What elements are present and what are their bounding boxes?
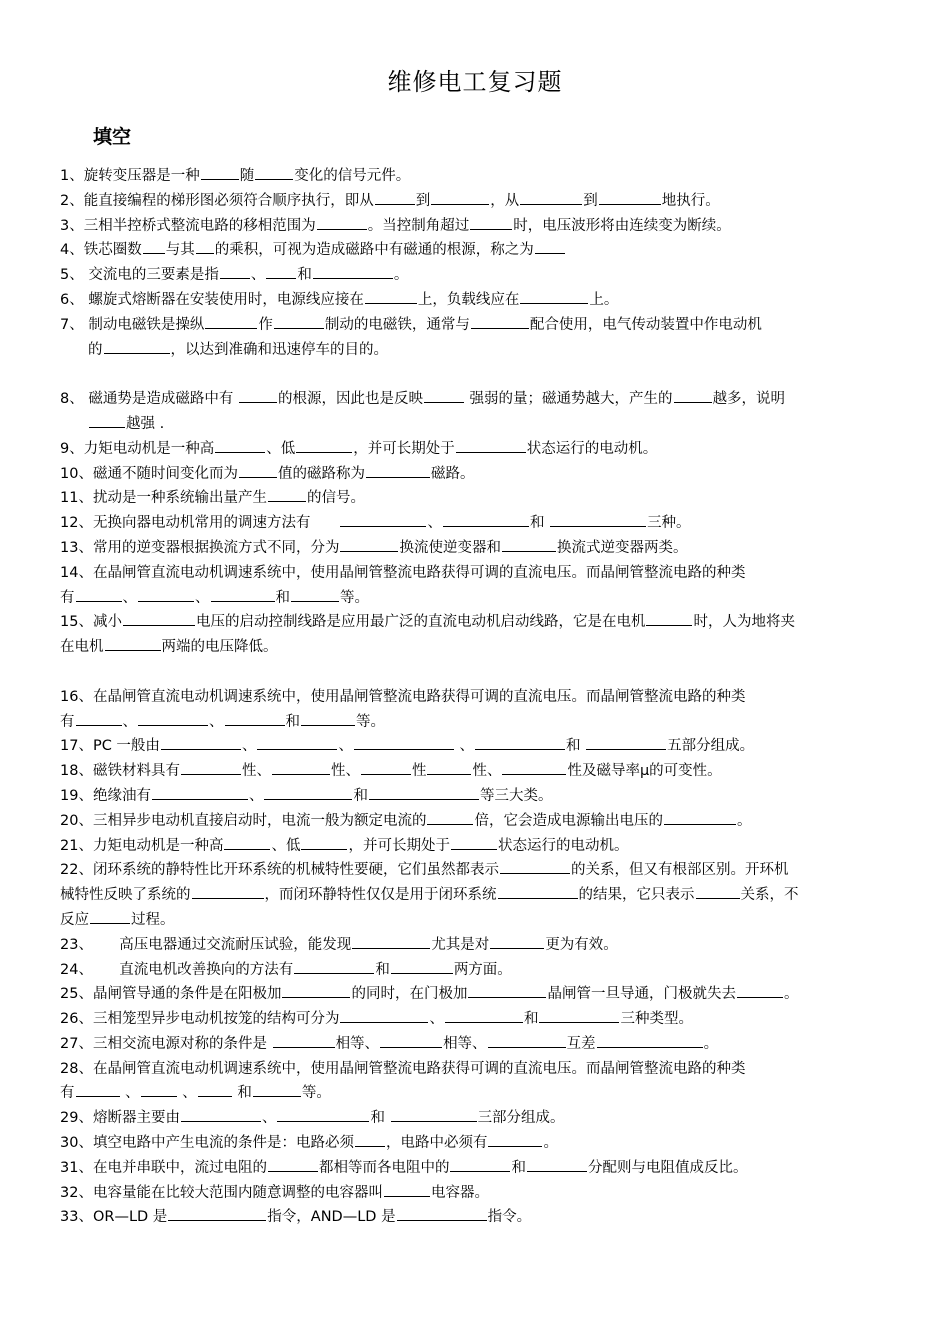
question-3: 3、三相半控桥式整流电路的移相范围为 。当控制角超过 时，电压波形将由连续变为断续。 [60, 217, 731, 234]
answer-blank[interactable] [317, 228, 367, 230]
answer-blank[interactable] [502, 773, 566, 775]
question-25: 25、晶闸管导通的条件是在阳极加 的同时，在门极加 晶闸管一旦导通，门极就失去 。 [60, 986, 799, 1003]
answer-blank[interactable] [89, 426, 125, 428]
question-17: 17、PC 一般由 、 、 、 和 五部分组成。 [60, 738, 755, 755]
question-23: 23、 高压电器通过交流耐压试验，能发现 尤其是对 更为有效。 [60, 936, 618, 953]
answer-blank[interactable] [354, 748, 454, 750]
answer-blank[interactable] [488, 1046, 566, 1048]
question-2: 2、能直接编程的梯形图必须符合顺序执行，即从 到 ，从 到 地执行。 [60, 192, 720, 209]
question-8-cont: 越强 . [60, 412, 894, 437]
question-33: 33、OR—LD 是 指令，AND—LD 是 指令。 [60, 1209, 532, 1226]
question-list [60, 164, 894, 1230]
answer-blank[interactable] [220, 277, 250, 279]
answer-blank[interactable] [502, 550, 556, 552]
answer-blank[interactable] [340, 525, 426, 527]
answer-blank[interactable] [366, 476, 430, 478]
answer-blank[interactable] [340, 550, 398, 552]
question-30: 30、填空电路中产生电流的条件是：电路必须 ，电路中必须有 。 [60, 1135, 558, 1152]
answer-blank[interactable] [664, 823, 736, 825]
section-heading: 填空 [93, 126, 132, 148]
answer-blank[interactable] [313, 277, 393, 279]
answer-blank[interactable] [282, 996, 350, 998]
question-7: 7、 制动电磁铁是操纵 作 制动的电磁铁，通常与 配合使用，电气传动装置中作电动机 [60, 316, 762, 333]
answer-blank[interactable] [391, 1120, 477, 1122]
answer-blank[interactable] [375, 203, 415, 205]
answer-blank[interactable] [104, 352, 170, 354]
answer-blank[interactable] [646, 624, 692, 626]
answer-blank[interactable] [277, 1120, 369, 1122]
answer-blank[interactable] [391, 972, 453, 974]
answer-blank[interactable] [674, 401, 712, 403]
answer-blank[interactable] [76, 600, 122, 602]
answer-blank[interactable] [301, 724, 355, 726]
answer-blank[interactable] [296, 451, 352, 453]
question-32: 32、电容量能在比较大范围内随意调整的电容器叫 电容器。 [60, 1184, 489, 1201]
answer-blank[interactable] [380, 1046, 442, 1048]
answer-blank[interactable] [224, 848, 270, 850]
question-14-cont: 有 、 、 和 等。 [60, 589, 369, 606]
question-29: 29、熔断器主要由 、 和 三部分组成。 [60, 1110, 565, 1127]
answer-blank[interactable] [355, 1145, 385, 1147]
question-7-cont: 的 ，以达到准确和迅速停车的目的。 [88, 341, 388, 358]
answer-blank[interactable] [468, 996, 546, 998]
question-14: 14、在晶闸管直流电动机调速系统中，使用晶闸管整流电路获得可调的直流电压。而晶闸管整流电路的种类 [60, 564, 746, 581]
answer-blank[interactable] [253, 1095, 301, 1097]
answer-blank[interactable] [168, 1219, 266, 1221]
answer-blank[interactable] [535, 252, 565, 254]
answer-blank[interactable] [490, 947, 544, 949]
answer-blank[interactable] [450, 1170, 510, 1172]
answer-blank[interactable] [599, 203, 661, 205]
question-5: 5、 交流电的三要素是指 、 和 。 [60, 267, 409, 284]
answer-blank[interactable] [105, 649, 161, 651]
question-6: 6、 螺旋式熔断器在安装使用时，电源线应接在 上，负载线应在 上。 [60, 291, 619, 308]
answer-blank[interactable] [471, 327, 529, 329]
question-21: 21、力矩电动机是一种高 、低 ，并可长期处于 状态运行的电动机。 [60, 837, 629, 854]
answer-blank[interactable] [294, 972, 374, 974]
answer-blank[interactable] [470, 228, 512, 230]
answer-blank[interactable] [123, 624, 195, 626]
question-22-cont2: 反应 过程。 [60, 911, 175, 928]
answer-blank[interactable] [181, 1120, 261, 1122]
question-12: 12、无换向器电动机常用的调速方法有 、 和 三种。 [60, 515, 691, 532]
answer-blank[interactable] [196, 252, 214, 254]
answer-blank[interactable] [273, 1046, 335, 1048]
answer-blank[interactable] [76, 1095, 120, 1097]
answer-blank[interactable] [138, 724, 208, 726]
answer-blank[interactable] [291, 600, 339, 602]
answer-blank[interactable] [586, 748, 666, 750]
answer-blank[interactable] [301, 848, 347, 850]
answer-blank[interactable] [239, 401, 277, 403]
question-19: 19、绝缘油有 、 和 等三大类。 [60, 787, 553, 804]
answer-blank[interactable] [424, 401, 464, 403]
answer-blank[interactable] [192, 897, 264, 899]
question-28-cont: 有 、 、 和 等。 [60, 1085, 331, 1102]
answer-blank[interactable] [365, 302, 417, 304]
question-31: 31、在电并串联中，流过电阻的 都相等而各电阻中的 和 分配则与电阻值成反比。 [60, 1159, 748, 1176]
answer-blank[interactable] [141, 1095, 177, 1097]
question-16: 16、在晶闸管直流电动机调速系统中，使用晶闸管整流电路获得可调的直流电压。而晶闸管整流电路的种类 [60, 688, 746, 705]
question-22: 22、闭环系统的静特性比开环系统的机械特性要硬，它们虽然都表示 的关系，但又有根部区别。开环机 [60, 862, 789, 879]
answer-blank[interactable] [268, 500, 306, 502]
answer-blank[interactable] [201, 178, 239, 180]
question-27: 27、三相交流电源对称的条件是 相等、 相等、 互差 。 [60, 1035, 719, 1052]
question-9: 9、力矩电动机是一种高 、低 ，并可长期处于 状态运行的电动机。 [60, 440, 658, 457]
answer-blank[interactable] [737, 996, 783, 998]
question-10: 10、磁通不随时间变化而为 值的磁路称为 磁路。 [60, 465, 475, 482]
answer-blank[interactable] [225, 724, 285, 726]
answer-blank[interactable] [488, 1145, 542, 1147]
question-22-cont: 械特性反映了系统的 ，而闭环静特性仅仅是用于闭环系统 的结果，它只表示 关系，不 [60, 887, 799, 904]
answer-blank[interactable] [361, 773, 411, 775]
answer-blank[interactable] [397, 1219, 487, 1221]
answer-blank[interactable] [475, 748, 565, 750]
question-15-cont: 在电机 两端的电压降低。 [60, 639, 278, 656]
answer-blank[interactable] [255, 178, 293, 180]
answer-blank[interactable] [152, 798, 248, 800]
answer-blank[interactable] [520, 302, 588, 304]
question-24: 24、 直流电机改善换向的方法有 和 两方面。 [60, 961, 512, 978]
question-8: 8、 磁通势是造成磁路中有 的根源，因此也是反映 强弱的量；磁通势越大，产生的 越多，说明 [60, 391, 786, 408]
answer-blank[interactable] [427, 823, 473, 825]
answer-blank[interactable] [352, 947, 430, 949]
question-4: 4、铁芯圈数 与其 的乘积，可视为造成磁路中有磁通的根源，称之为 [60, 238, 894, 263]
answer-blank[interactable] [211, 600, 275, 602]
question-15: 15、减小 电压的启动控制线路是应用最广泛的直流电动机启动线路，它是在电机 时，人为地将夹 [60, 614, 795, 631]
answer-blank[interactable] [257, 748, 337, 750]
answer-blank[interactable] [268, 1170, 318, 1172]
answer-blank[interactable] [539, 1021, 619, 1023]
answer-blank[interactable] [427, 773, 471, 775]
answer-blank[interactable] [520, 203, 582, 205]
answer-blank[interactable] [443, 525, 529, 527]
answer-blank[interactable] [264, 798, 352, 800]
answer-blank[interactable] [181, 773, 241, 775]
question-20: 20、三相异步电动机直接启动时，电流一般为额定电流的 倍，它会造成电源输出电压的 。 [60, 812, 752, 829]
answer-blank[interactable] [445, 1021, 523, 1023]
answer-blank[interactable] [239, 476, 277, 478]
question-18: 18、磁铁材料具有 性、 性、 性 性、 性及磁导率μ的可变性。 [60, 763, 722, 780]
answer-blank[interactable] [456, 451, 526, 453]
question-1: 1、旋转变压器是一种 随 变化的信号元件。 [60, 168, 411, 184]
answer-blank[interactable] [215, 451, 265, 453]
question-13: 13、常用的逆变器根据换流方式不同，分为 换流使逆变器和 换流式逆变器两类。 [60, 539, 688, 556]
answer-blank[interactable] [272, 773, 330, 775]
answer-blank[interactable] [550, 525, 646, 527]
question-16-cont: 有 、 、 和 等。 [60, 713, 385, 730]
answer-blank[interactable] [266, 277, 296, 279]
page-title: 维修电工复习题 [387, 68, 563, 96]
answer-blank[interactable] [90, 922, 130, 924]
answer-blank[interactable] [431, 203, 489, 205]
answer-blank[interactable] [384, 1195, 430, 1197]
answer-blank[interactable] [198, 1095, 232, 1097]
answer-blank[interactable] [451, 848, 497, 850]
answer-blank[interactable] [696, 897, 740, 899]
answer-blank[interactable] [274, 327, 324, 329]
answer-blank[interactable] [369, 798, 479, 800]
answer-blank[interactable] [340, 1021, 428, 1023]
answer-blank[interactable] [138, 600, 194, 602]
answer-blank[interactable] [498, 897, 578, 899]
answer-blank[interactable] [527, 1170, 587, 1172]
answer-blank[interactable] [161, 748, 241, 750]
question-26: 26、三相笼型异步电动机按笼的结构可分为 、 和 三种类型。 [60, 1011, 693, 1028]
answer-blank[interactable] [597, 1046, 703, 1048]
answer-blank[interactable] [205, 327, 257, 329]
answer-blank[interactable] [143, 252, 165, 254]
answer-blank[interactable] [500, 872, 570, 874]
answer-blank[interactable] [76, 724, 122, 726]
question-28: 28、在晶闸管直流电动机调速系统中，使用晶闸管整流电路获得可调的直流电压。而晶闸管整流电路的种类 [60, 1060, 746, 1077]
question-11: 11、扰动是一种系统输出量产生 的信号。 [60, 490, 365, 507]
